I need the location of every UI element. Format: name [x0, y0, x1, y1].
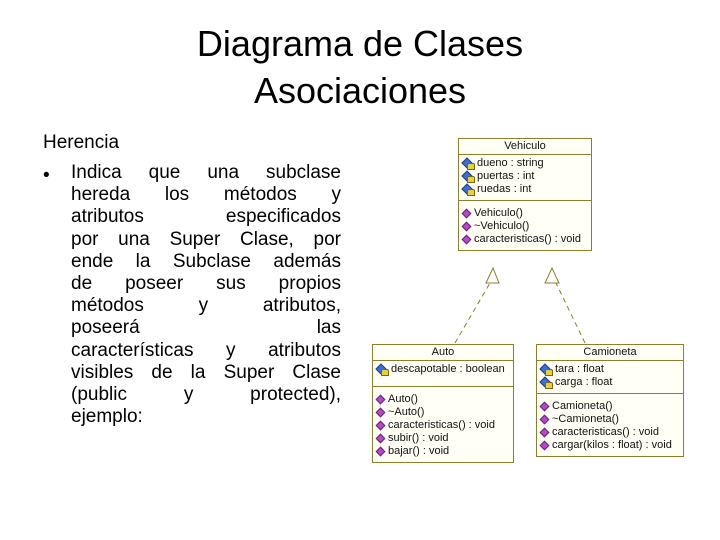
attribute-icon [540, 377, 552, 388]
operation-row: caracteristicas() : void [376, 419, 511, 432]
class-auto[interactable] [372, 344, 514, 463]
title-line-1: Diagrama de Clases [196, 23, 524, 64]
operations-section [373, 387, 513, 462]
bullet-line: hereda los métodos y [71, 184, 341, 206]
attributes-section [373, 361, 513, 387]
attribute-row: carga : float [540, 376, 681, 389]
bullet-line: características y atributos [71, 339, 341, 361]
operation-icon [376, 421, 385, 430]
operation-icon [376, 434, 385, 443]
generalization-line-camioneta [556, 283, 585, 343]
class-camioneta[interactable] [536, 344, 684, 457]
attribute-icon [462, 158, 474, 169]
attribute-icon [462, 171, 474, 182]
bullet-text [71, 162, 341, 428]
bullet-line: (public y protected), [71, 384, 341, 406]
attribute-row: puertas : int [462, 170, 589, 183]
operation-row: ~Auto() [376, 406, 511, 419]
attribute-row: tara : float [540, 363, 681, 376]
generalization-arrowhead-auto [486, 268, 499, 283]
bullet-line: visibles de la Super Clase [71, 361, 341, 383]
title-line-2: Asociaciones [253, 70, 467, 111]
operation-icon [540, 415, 549, 424]
operation-icon [462, 222, 471, 231]
bullet-line: de poseer sus propios [71, 273, 341, 295]
bullet-line: poseerá las [71, 317, 341, 339]
bullet-line: ende la Subclase además [71, 250, 341, 272]
bullet-line: métodos y atributos, [71, 295, 341, 317]
attributes-section [459, 155, 591, 201]
operation-row: cargar(kilos : float) : void [540, 439, 681, 452]
operation-icon [376, 408, 385, 417]
operation-row: ~Camioneta() [540, 413, 681, 426]
operation-icon [540, 428, 549, 437]
generalization-line-auto [455, 283, 490, 343]
operation-icon [376, 447, 385, 456]
operations-section [537, 394, 683, 456]
operation-row: caracteristicas() : void [540, 426, 681, 439]
attribute-icon [462, 184, 474, 195]
bullet-line: atributos especificados [71, 206, 341, 228]
attribute-row: dueno : string [462, 157, 589, 170]
section-heading: Herencia [43, 132, 120, 153]
class-name: Camioneta [537, 345, 683, 361]
operations-section [459, 201, 591, 250]
attribute-icon [540, 364, 552, 375]
operation-row: subir() : void [376, 432, 511, 445]
class-vehiculo[interactable] [458, 138, 592, 251]
class-name: Vehiculo [459, 139, 591, 155]
bullet-line: ejemplo: [71, 406, 143, 428]
operation-icon [462, 209, 471, 218]
attribute-icon [376, 364, 388, 375]
bullet-line: por una Super Clase, por [71, 228, 341, 250]
generalization-arrowhead-camioneta [545, 268, 559, 283]
operation-row: Camioneta() [540, 400, 681, 413]
operation-icon [540, 441, 549, 450]
operation-icon [462, 235, 471, 244]
operation-row: ~Vehiculo() [462, 220, 589, 233]
operation-icon [540, 402, 549, 411]
operation-row: Auto() [376, 393, 511, 406]
attributes-section [537, 361, 683, 394]
bullet-marker: • [43, 165, 50, 186]
class-name: Auto [373, 345, 513, 361]
operation-row: caracteristicas() : void [462, 233, 589, 246]
operation-row: bajar() : void [376, 445, 511, 458]
operation-icon [376, 395, 385, 404]
slide-title [0, 20, 720, 114]
operation-row: Vehiculo() [462, 207, 589, 220]
attribute-row: descapotable : boolean [376, 363, 511, 376]
bullet-line: Indica que una subclase [71, 162, 341, 183]
attribute-row: ruedas : int [462, 183, 589, 196]
